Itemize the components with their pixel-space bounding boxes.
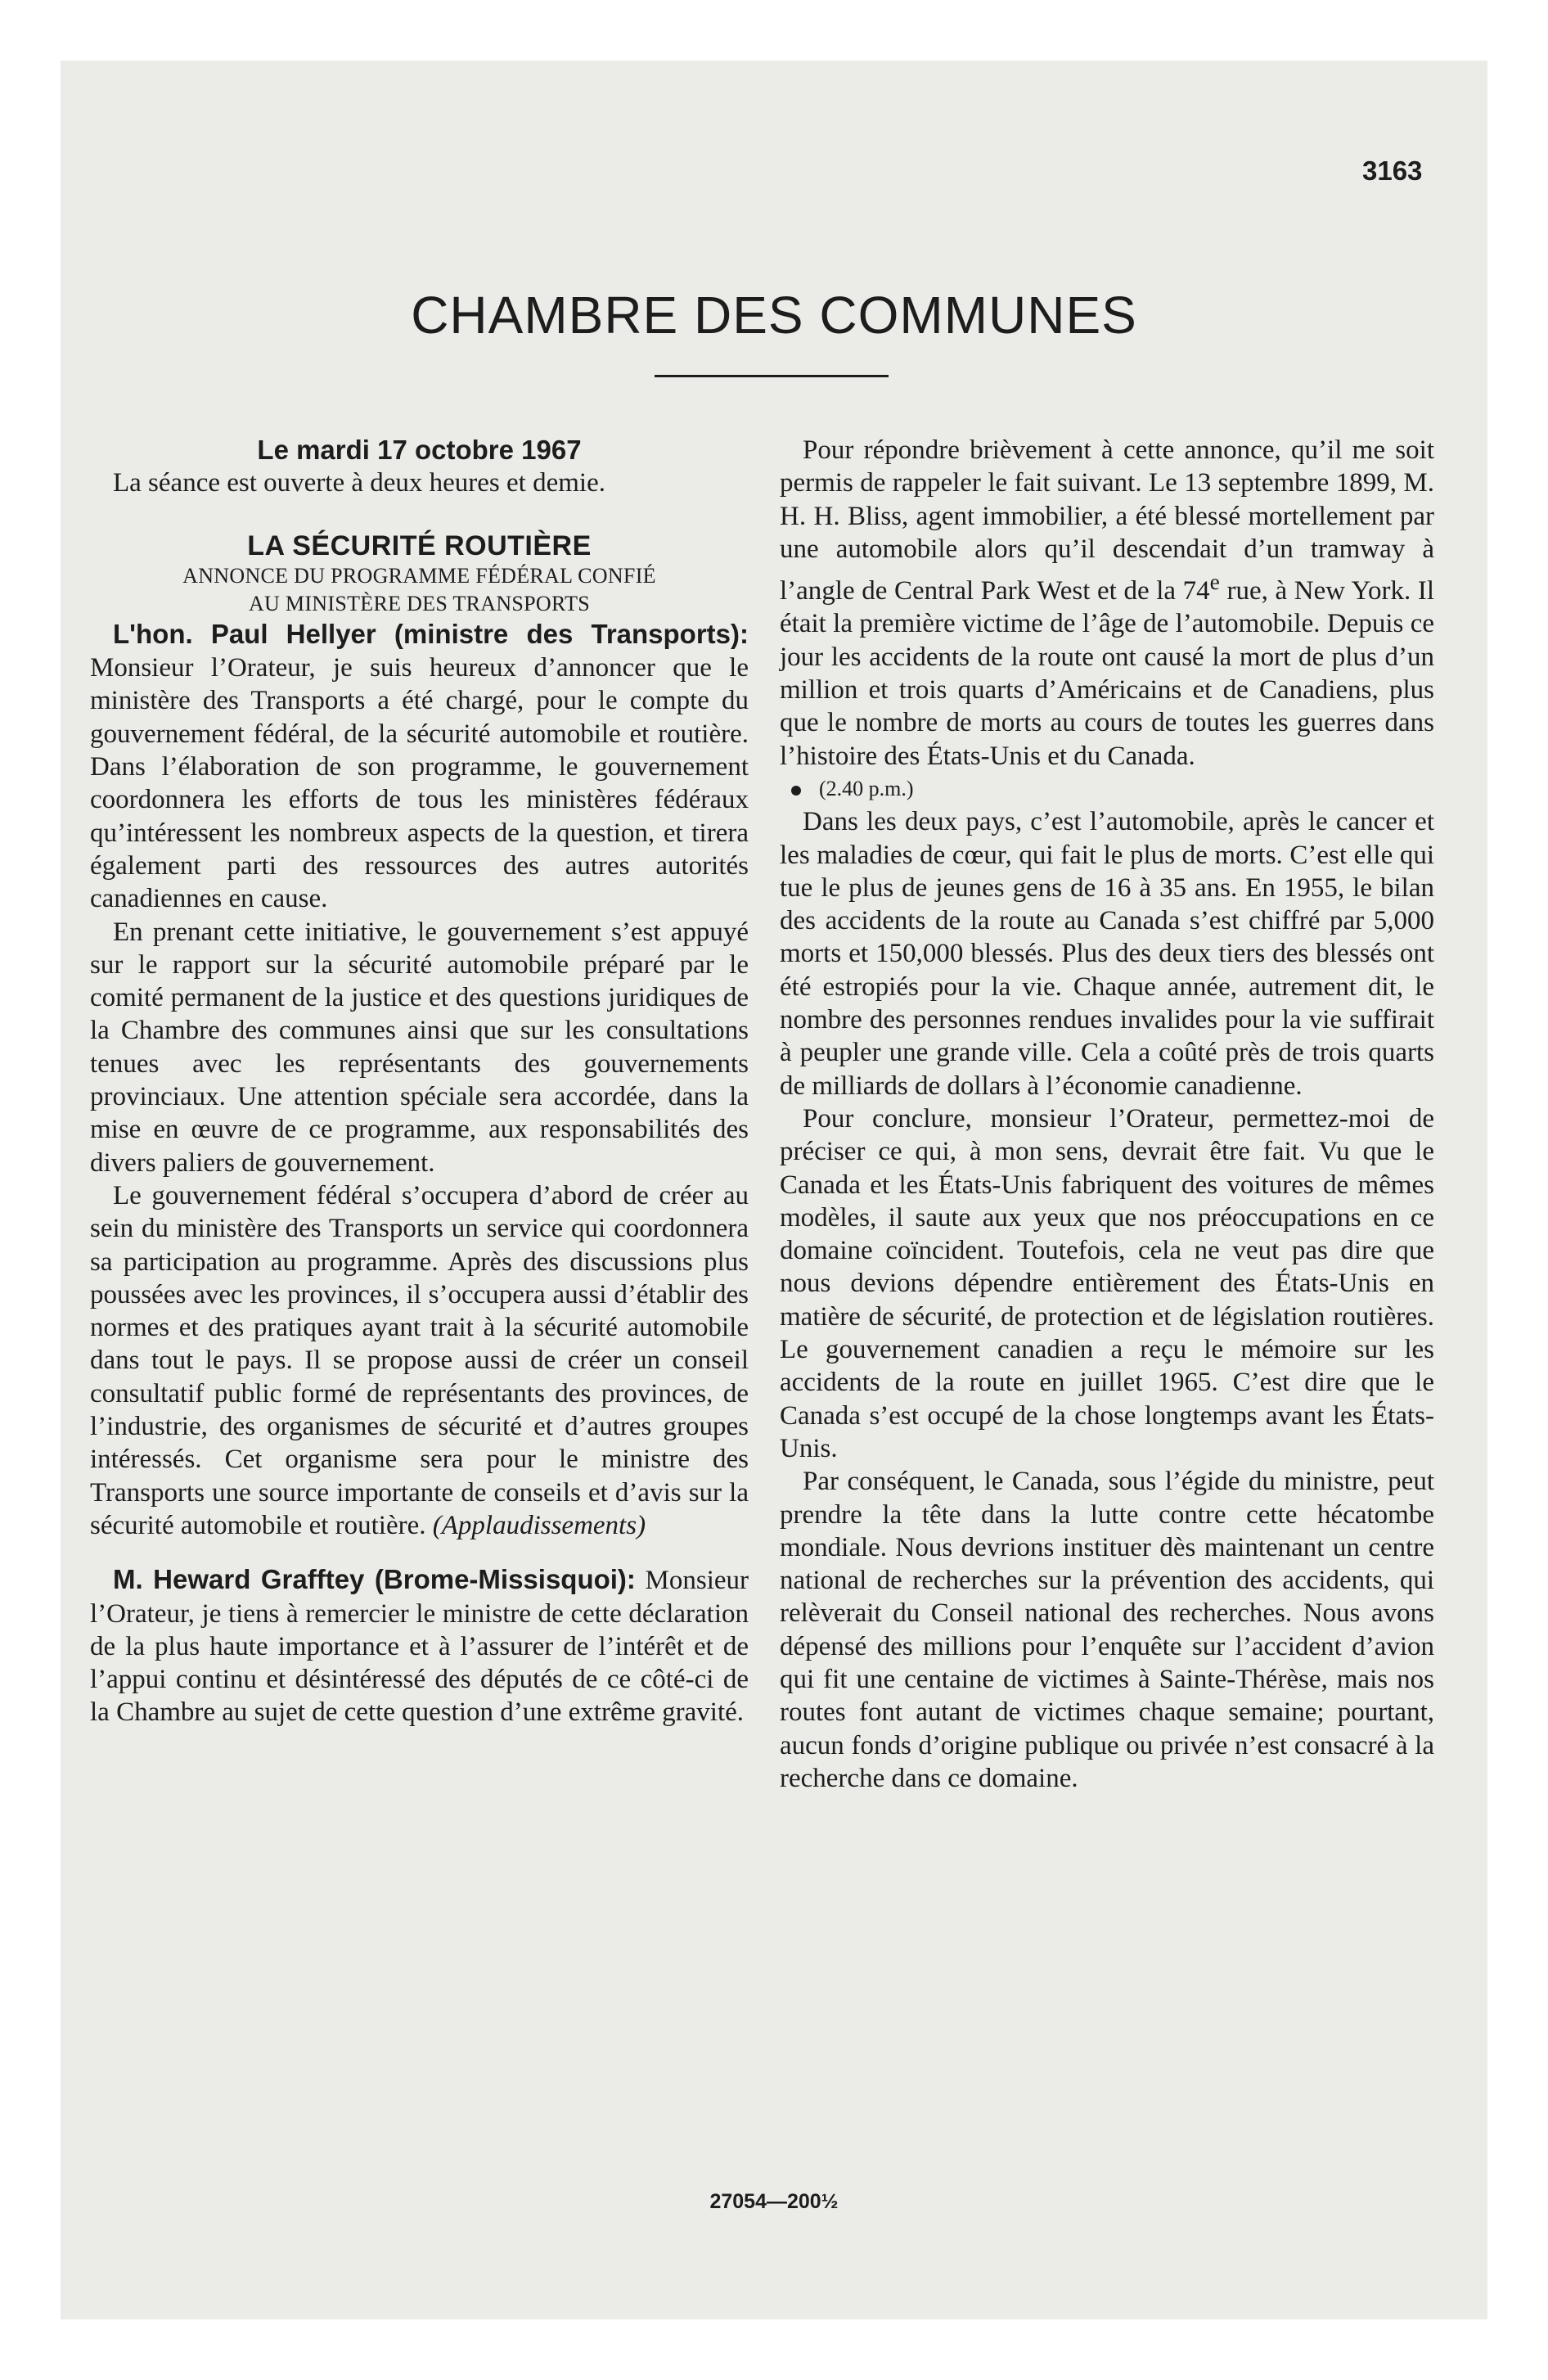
- superscript: e: [1209, 569, 1220, 595]
- speech-paragraph: En prenant cette initiative, le gouvernement s’est appuyé sur le rapport sur la sécurité automobile préparé par le comité permanent de la justice et des questions juridiques de la Chambre des communes ainsi que sur les consultations tenues avec les représentants des gouvernements provinciaux. Une attention spéciale sera accordée, dans la mise en œuvre de ce programme, aux responsabilités des divers paliers de gouvernement.: [90, 917, 749, 1178]
- speaker-name: L'hon. Paul Hellyer (ministre des Transports):: [113, 618, 749, 649]
- speech-paragraph: Par conséquent, le Canada, sous l’égide du ministre, peut prendre la tête dans la lutte contre cette hécatombe mondiale. Nous devrions instituer dès maintenant un centre national de recherches sur la prévention des accidents, qui relèverait du Conseil national des recherches. Nous avons dépensé des millions pour l’enquête sur l’accident d’avion qui fit une centaine de victimes à Sainte-Thérèse, mais nos routes font autant de victimes chaque semaine; pourtant, aucun fonds d’origine publique ou privée n’est consacré à la recherche dans ce domaine.: [780, 1467, 1434, 1793]
- speech-paragraph: [90, 1179, 749, 1542]
- speech-paragraph: [90, 1563, 749, 1729]
- footer-code: 27054—200½: [709, 2190, 839, 2213]
- section-subheading: [90, 562, 749, 618]
- speech-paragraph: [90, 618, 749, 916]
- page-number: 3163: [1362, 156, 1423, 186]
- time-stamp-text: (2.40 p.m.): [819, 776, 914, 800]
- session-date: Le mardi 17 octobre 1967: [257, 435, 582, 465]
- speech-paragraph: [780, 434, 1434, 773]
- speech-paragraph: Dans les deux pays, c’est l’automobile, après le cancer et les maladies de cœur, qui fait le plus de morts. C’est elle qui tue le plus de jeunes gens de 16 à 35 ans. En 1955, le bilan des accidents de la route au Canada s’est chiffré par 5,000 morts et 150,000 blessés. Plus des deux tiers des blessés ont été estropiés pour la vie. Chaque année, autrement dit, le nombre des personnes rendues invalides pour la vie suffirait à peupler une grande ville. Cela a coûté près de trois quarts de milliards de dollars à l’économie canadienne.: [780, 807, 1434, 1101]
- right-column: [780, 434, 1434, 1795]
- opening-paragraph: La séance est ouverte à deux heures et demie.: [113, 468, 605, 498]
- speech-text: Monsieur l’Orateur, je suis heureux d’annoncer que le ministère des Transports a été chargé, pour le compte du gouvernement fédéral, de la sécurité automobile et routière. Dans l’élaboration de son programme, le gouvernement coordonnera les efforts de tous les ministères fédéraux qu’intéressent les nombreux aspects de la question, et tirera également parti des ressources des autres autorités canadiennes en cause.: [90, 653, 749, 914]
- speech-text: Pour répondre brièvement à cette annonce, qu’il me soit permis de rappeler le fait suivant. Le 13 septembre 1899, M. H. H. Bliss, agent immobilier, a été blessé mortellement par une automobile alors qu’il descendait d’un tramway à l’angle de Central Park West et de la 74: [780, 435, 1434, 606]
- speech-text: rue, à New York. Il était la première victime de l’âge de l’automobile. Depuis ce jour les accidents de la route ont causé la mort de plus d’un million et trois quarts d’Américains et de Canadiens, plus que le nombre de morts au cours de toutes les guerres dans l’histoire des États-Unis et du Canada.: [780, 576, 1434, 771]
- speech-text: Le gouvernement fédéral s’occupera d’abord de créer au sein du ministère des Transports un service qui coordonnera sa participation au programme. Après des discussions plus poussées avec les provinces, il s’occupera aussi d’établir des normes et des pratiques ayant trait à la sécurité automobile dans tout le pays. Il se propose aussi de créer un conseil consultatif public formé de représentants des provinces, de l’industrie, des organismes de sécurité et d’autres groupes intéressés. Cet organisme sera pour le ministre des Transports une source importante de conseils et d’avis sur la sécurité automobile et routière.: [90, 1180, 749, 1540]
- section-subheading-line2: AU MINISTÈRE DES TRANSPORTS: [248, 591, 591, 615]
- bullet-icon: [791, 786, 801, 796]
- time-stamp: [780, 773, 1434, 805]
- applause-note: (Applaudissements): [432, 1510, 646, 1540]
- speech-text: Monsieur l’Orateur, je tiens à remercier le ministre de cette déclaration de la plus haute importance et à l’assurer de l’intérêt et de l’appui continu et désintéressé des députés de ce côté-ci de la Chambre au sujet de cette question d’une extrême gravité.: [90, 1566, 749, 1728]
- section-heading: LA SÉCURITÉ ROUTIÈRE: [247, 530, 592, 561]
- title-divider: [655, 375, 889, 377]
- speech-paragraph: Pour conclure, monsieur l’Orateur, permettez-moi de préciser ce qui, à mon sens, devrait être fait. Vu que le Canada et les États-Unis fabriquent des voitures de mêmes modèles, il saute aux yeux que nos préoccupations en ce domaine coïncident. Toutefois, cela ne veut pas dire que nous devions dépendre entièrement des États-Unis en matière de sécurité, de protection et de législation routières. Le gouvernement canadien a reçu le mémoire sur les accidents de la route en juillet 1965. C’est dire que le Canada s’est occupé de la chose longtemps avant les États-Unis.: [780, 1103, 1434, 1463]
- left-column: [90, 434, 749, 1729]
- speaker-name: M. Heward Grafftey (Brome-Missisquoi):: [113, 1564, 636, 1595]
- section-subheading-line1: ANNONCE DU PROGRAMME FÉDÉRAL CONFIÉ: [182, 563, 656, 588]
- page-title: CHAMBRE DES COMMUNES: [411, 286, 1137, 345]
